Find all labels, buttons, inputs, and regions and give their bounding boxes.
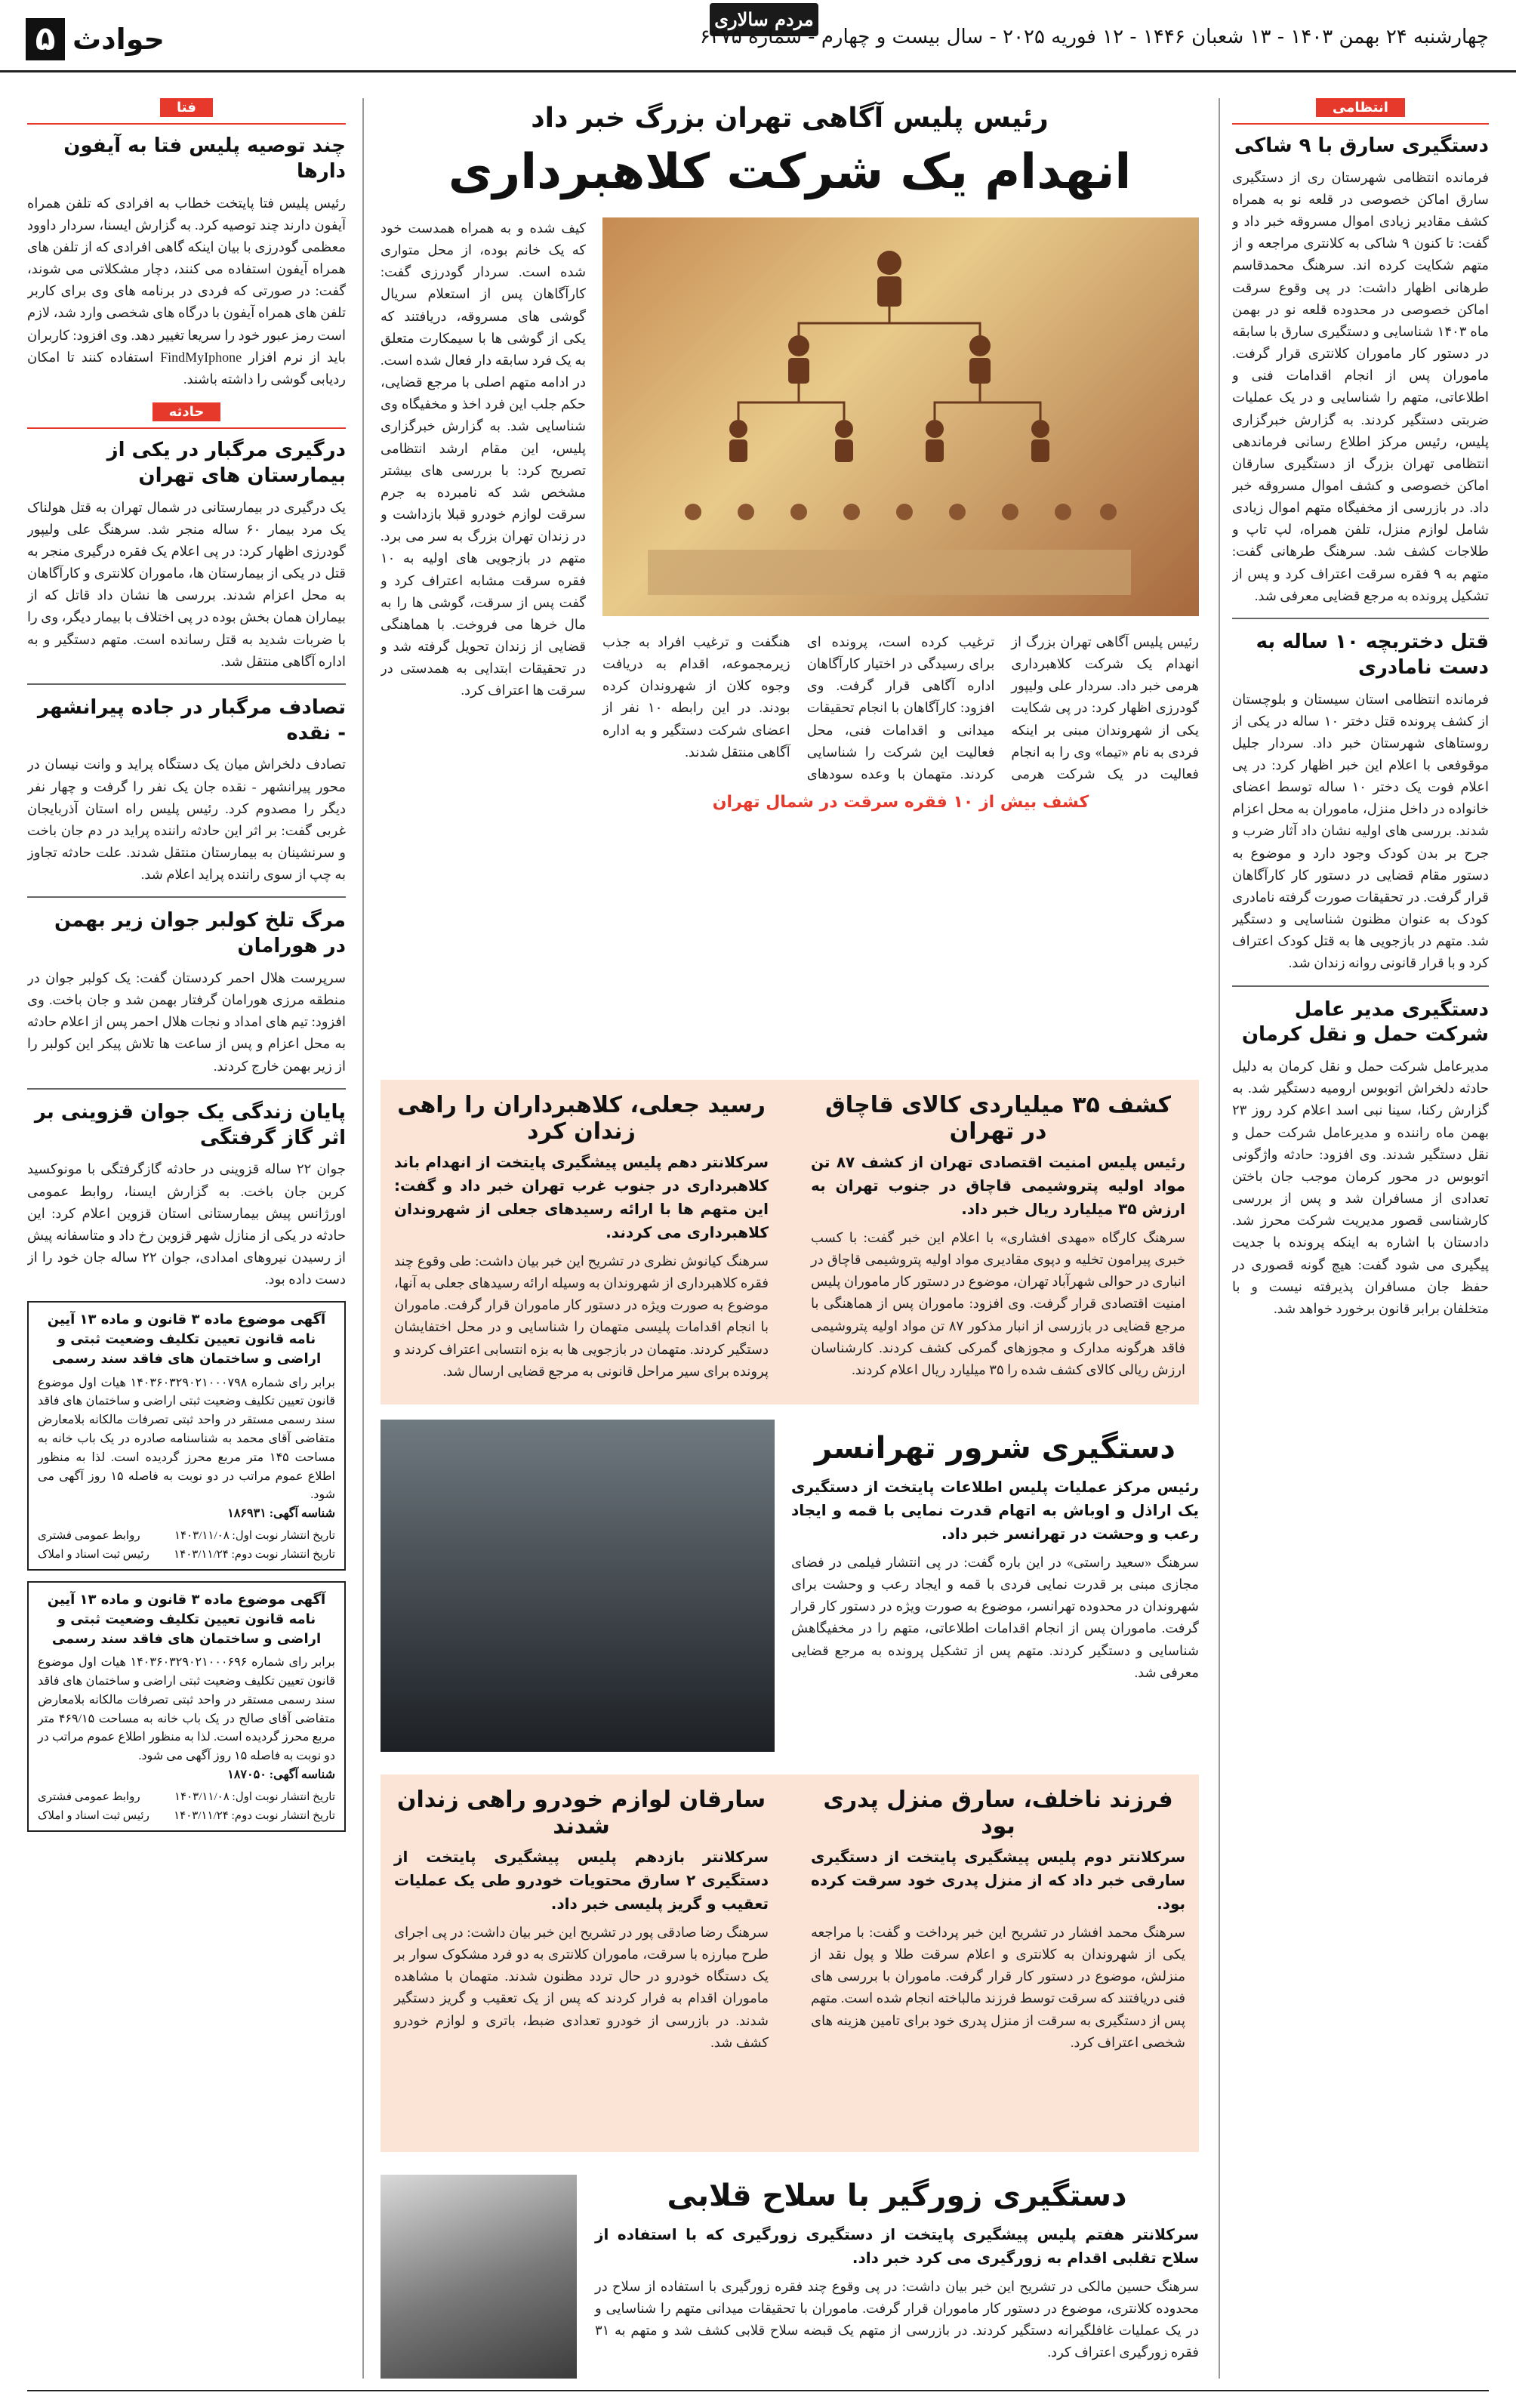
article-body: سرهنگ محمد افشار در تشریح این خبر پرداخت و گفت: با مراجعه یکی از شهروندان به کلانتری و اعلام سرقت طلا و پول نقد از منزلش، موضوع در دستور کار قرار گرفت. ماموران با بررسی های فنی دریافتند که سرقت توسط فرزند مالباخته انجام شده است. متهم پس از دستگیری به سرقت از منزل پدری خود برای تامین هزینه های شخصی اعتراف کرد. xyxy=(811,1925,1185,2050)
notice-date: تاریخ انتشار نوبت اول: ۱۴۰۳/۱۱/۰۸ xyxy=(174,1529,335,1542)
article-title: مرگ تلخ کولبر جوان زیر بهمن در هورامان xyxy=(54,909,346,958)
article-title: دستگیری مدیر عامل شرکت حمل و نقل کرمان xyxy=(1241,997,1489,1047)
notice-date: تاریخ انتشار نوبت دوم: ۱۴۰۳/۱۱/۲۴ xyxy=(174,1809,335,1822)
article-body: رئیس پلیس آگاهی تهران بزرگ از انهدام یک شرکت کلاهبرداری هرمی خبر داد. سردار علی ولیپور گودرزی اظهار کرد: در پی شکایت یکی از شهروندان مبنی بر اینکه فردی به نام «تیما» وی را به انجام فعالیت در یک شرکت هرمی ترغیب کرده است، پرونده ای برای رسیدگی در اختیار کارآگاهان اداره آگاهی قرار گرفت. وی افزود: کارآگاهان با انجام تحقیقات میدانی و اقدامات فنی، محل فعالیت این شرکت را شناسایی کردند. متهمان با وعده سودهای هنگفت و ترغیب افراد به جذب زیرمجموعه، اقدام به دریافت وجوه کلان از شهروندان کرده بودند. در این رابطه ۱۰ نفر از اعضای شرکت دستگیر و به اداره آگاهی منتقل شدند. xyxy=(602,634,1199,782)
article-body: سرهنگ حسین مالکی در تشریح این خبر بیان داشت: در پی وقوع چند فقره زورگیری با استفاده از سلاح در محدوده کلانتری، موضوع در دستور کار ماموران قرار گرفت. ماموران با تحقیقات میدانی متهم را شناسایی و در یک عملیات غافلگیرانه دستگیر کردند. در بازرسی از متهم یک قبضه سلاح قلابی کشف شد و متهم به ۳۱ فقره زورگیری اعتراف کرد. xyxy=(595,2279,1199,2360)
article-body-continued: کیف شده و به همراه همدست خود که یک خانم بوده، از محل متواری شده است. سردار گودرزی گفت: کارآگاهان پس از استعلام سریال گوشی های مسروقه، دریافتند که یکی از گوشی ها با سیمکارت متعلق به یک فرد سابقه دار فعال شده است. در ادامه متهم اصلی با مرجع قضایی، حکم جلب این فرد اخذ و مخفیگاه وی شناسایی شد. به گزارش خبرگزاری پلیس، این مقام ارشد انتظامی تصریح کرد: با بررسی های بیشتر مشخص شد که نامبرده به جرم سرقت لوازم خودرو قبلا بازداشت و در زندان تهران بزرگ به سر می برد. متهم در بازجویی های اولیه به ۱۰ فقره سرقت مشابه اعتراف کرد و گفت پس از سرقت، گوشی ها را به مال خرها می فروخت. با هماهنگی قضایی از زندان تحویل گرفته شد و در تحقیقات ابتدایی به همدستی در سرقت ها اعتراف کرد. xyxy=(381,220,586,698)
article-box xyxy=(797,1080,1199,1404)
article-body: فرمانده انتظامی شهرستان ری از دستگیری سارق اماکن خصوصی در قلعه نو به همراه کشف مقادیر زیادی اموال مسروقه خبر داد و گفت: تا کنون ۹ شاکی به کلانتری مراجعه و از متهم شکایت کرده اند. سرهنگ محمدقاسم طرهانی اظهار داشت: در پی وقوع سرقت اماکن خصوصی در محدوده قلعه نو در بهمن ماه ۱۴۰۳ شناسایی و دستگیری سارق با سابقه در دستور کار ماموران کلانتری قرار گرفت. ماموران پس از انجام اقدامات فنی و اطلاعاتی، متهم را شناسایی و در یک عملیات ضربتی دستگیر کردند. به گزارش خبرگزاری پلیس، رئیس مرکز اطلاع رسانی فرماندهی انتظامی تهران بزرگ از دستگیری سارقان اماکن خصوصی و کشف اموال مسروقه خبر داد. در بازرسی از مخفیگاه متهم اموال زیادی شامل لوازم منزل، تلفن همراه، لپ تاپ و طلاجات کشف شد. سرهنگ طرهانی گفت: متهم به ۹ فقره سرقت اعتراف کرد و پس از تشکیل پرونده به مرجع قضایی معرفی شد. xyxy=(1232,169,1489,603)
article-body: فرمانده انتظامی استان سیستان و بلوچستان از کشف پرونده قتل دختر ۱۰ ساله در یکی از روستاهای شهرستان خبر داد. سردار جلیل موقوفعی با اعلام این خبر اظهار کرد: در پی اعلام فوت یک دختر ۱۰ ساله توسط اعضای خانواده در داخل منزل، ماموران به محل اعزام شدند. بررسی های اولیه نشان داد آثار ضرب و جرح بر بدن کودک وجود دارد و موضوع به دستور مقام قضایی در دستور کار کارآگاهان قرار گرفت. در تحقیقات صورت گرفته نامادری کودک به عنوان مظنون شناسایی و دستگیر شد. متهم در بازجویی ها به قتل کودک اعتراف کرد و با قرار قانونی روانه زندان شد. xyxy=(1232,691,1489,971)
pull-quote: کشف بیش از ۱۰ فقره سرقت در شمال تهران xyxy=(712,793,1089,812)
article-lead: سرکلانتر دوم پلیس پیشگیری پایتخت از دستگیری سارقی خبر داد که از منزل پدری خود سرقت کرده بود. xyxy=(811,1848,1185,1913)
notice-signer: روابط عمومی فشتری xyxy=(38,1790,140,1803)
section-tag: فتا xyxy=(160,98,213,117)
article xyxy=(27,908,346,1077)
page-number: ۵ xyxy=(26,18,65,60)
article-body: رئیس پلیس فتا پایتخت خطاب به افرادی که تلفن همراه آیفون دارند چند توصیه کرد. به گزارش ایسنا، سردار داوود معظمی گودرزی با بیان اینکه گاهی افرادی که از تلفن های همراه آیفون استفاده می کنند، دچار مشکلاتی می شوند، گفت: در صورتی که فردی در برنامه های وی برای کاربر تلفن های همراه آیفون با درگاه های شخصی وارد شد، لازم است رمز عبور خود را سریعا تغییر دهد. وی افزود: کاربران باید از نرم افزار FindMyIphone استفاده کنند تا امکان ردیابی گوشی را داشته باشند. xyxy=(27,195,346,387)
article xyxy=(1232,997,1489,1320)
article-title: پایان زندگی یک جوان قزوینی بر اثر گاز گرفتگی xyxy=(34,1100,346,1149)
article-lead: سرکلانتر دهم پلیس پیشگیری پایتخت از انهدام باند کلاهبرداری در جنوب غرب تهران خبر داد و گفت: این متهم ها با ارائه رسیدهای جعلی از شهروندان کلاهبرداری می کردند. xyxy=(394,1153,769,1241)
article-title: دستگیری سارق با ۹ شاکی xyxy=(1234,134,1489,157)
article-title: چند توصیه پلیس فتا به آیفون دارها xyxy=(63,134,346,183)
article-box xyxy=(797,1774,1199,2152)
gun-photo xyxy=(381,2175,577,2379)
main-headline: انهدام یک شرکت کلاهبرداری xyxy=(448,144,1132,200)
article-title: کشف ۳۵ میلیاردی کالای قاچاق در تهران xyxy=(824,1092,1171,1145)
main-column xyxy=(381,98,1199,2379)
hero-photo xyxy=(602,217,1199,616)
article-title: سارقان لوازم خودرو راهی زندان شدند xyxy=(396,1787,766,1839)
legal-notice xyxy=(27,1581,346,1832)
article xyxy=(27,695,346,886)
section-title: حوادث xyxy=(72,23,165,56)
article-body: سرپرست هلال احمر کردستان گفت: یک کولبر جوان در منطقه مرزی هورامان گرفتار بهمن شد و جان باخت. وی افزود: تیم های امداد و نجات هلال احمر پس از اعلام حادثه به محل اعزام و پس از ساعت ها تلاش پیکر این کولبر را از زیر بهمن خارج کردند. xyxy=(27,970,346,1074)
column-divider xyxy=(1219,98,1220,2379)
article-title: دستگیری زورگیر با سلاح قلابی xyxy=(667,2178,1127,2213)
article-lead: رئیس پلیس امنیت اقتصادی تهران از کشف ۸۷ تن مواد اولیه پتروشیمی قاچاق در جنوب تهران به ارزش ۳۵ میلیارد ریال خبر داد. xyxy=(811,1153,1185,1218)
notice-title: آگهی موضوع ماده ۳ قانون و ماده ۱۳ آیین نامه قانون تعیین تکلیف وضعیت ثبتی و اراضی و ساختمان های فاقد سند رسمی xyxy=(47,1312,326,1367)
article-body: سرهنگ کیانوش نظری در تشریح این خبر بیان داشت: طی وقوع چند فقره کلاهبرداری از شهروندان به وسیله ارائه رسیدهای جعلی به آنها، موضوع به صورت ویژه در دستور کار ماموران قرار گرفت. ماموران با انجام اقدامات پلیسی متهمان را شناسایی و در محل اختفایشان دستگیر کردند. متهمان در بازجویی ها به بزه انتسابی اعتراف کردند و پرونده برای سیر مراحل قانونی به مرجع قضایی ارسال شد. xyxy=(394,1253,769,1379)
notice-id: شناسه آگهی: ۱۸۶۹۳۱ xyxy=(227,1507,335,1521)
article-lead: سرکلانتر بازدهم پلیس پیشگیری پایتخت از دستگیری ۲ سارق محتویات خودرو طی یک عملیات تعقیب و گریز پلیسی خبر داد. xyxy=(394,1848,769,1913)
boxed-row xyxy=(381,1774,1199,2152)
article-title: رسید جعلی، کلاهبرداران را راهی زندان کرد xyxy=(397,1092,766,1145)
footer-rule xyxy=(27,2390,1489,2391)
article xyxy=(1232,630,1489,975)
article-title: قتل دختربچه ۱۰ ساله به دست نامادری xyxy=(1256,630,1489,679)
article xyxy=(27,1100,346,1291)
lead-article xyxy=(602,631,1199,1069)
article xyxy=(1232,134,1489,607)
legal-notice xyxy=(27,1301,346,1571)
notice-title: آگهی موضوع ماده ۳ قانون و ماده ۱۳ آیین نامه قانون تعیین تکلیف وضعیت ثبتی و اراضی و ساختمان های فاقد سند رسمی xyxy=(47,1591,326,1648)
article xyxy=(791,1420,1199,1759)
article-lead: سرکلانتر هفتم پلیس پیشگیری پایتخت از دستگیری زورگیری که با استفاده از سلاح تقلبی اقدام به زورگیری می کرد خبر داد. xyxy=(595,2225,1199,2267)
masthead xyxy=(0,0,1516,72)
notice-date: تاریخ انتشار نوبت اول: ۱۴۰۳/۱۱/۰۸ xyxy=(174,1790,335,1803)
section-tag: انتظامی xyxy=(1316,98,1405,117)
notice-body: برابر رای شماره ۱۴۰۳۶۰۳۲۹۰۲۱۰۰۰۷۹۸ هیات اول موضوع قانون تعیین تکلیف وضعیت ثبتی اراضی و ساختمان های فاقد سند رسمی مستقر در واحد ثبتی تصرفات مالکانه بلامعارض متقاضی آقای محمد به شناسنامه صادره در یک باب خانه به مساحت ۱۴۵ متر مربع محرز گردیده است. لذا به منظور اطلاع عموم مراتب در دو نوبت به فاصله ۱۵ روز آگهی می شود. xyxy=(38,1376,336,1502)
dateline: چهارشنبه ۲۴ بهمن ۱۴۰۳ - ۱۳ شعبان ۱۴۴۶ - ۱۲ فوریه ۲۰۲۵ - سال بیست و چهارم - شماره ۶۴۷۵ xyxy=(699,26,1489,48)
article-title: تصادف مرگبار در جاده پیرانشهر - نقده xyxy=(37,695,346,745)
article-body: تصادف دلخراش میان یک دستگاه پراید و وانت نیسان در محور پیرانشهر - نقده جان یک نفر را گرفت و چهار نفر دیگر را مصدوم کرد. رئیس پلیس راه استان آذربایجان غربی گفت: بر اثر این حادثه راننده پراید در دم جان باخت و سرنشینان به بیمارستان منتقل شدند. علت حادثه تجاوز به چپ از سوی راننده پراید اعلام شد. xyxy=(27,757,346,883)
article-title: درگیری مرگبار در یکی از بیمارستان های تهران xyxy=(106,439,346,487)
notice-signer: روابط عمومی فشتری xyxy=(38,1529,140,1542)
article-box xyxy=(381,1774,782,2152)
boxed-row xyxy=(381,1080,1199,1404)
article xyxy=(27,134,346,390)
notice-id: شناسه آگهی: ۱۸۷۰۵۰ xyxy=(227,1768,335,1781)
article-body: یک درگیری در بیمارستانی در شمال تهران به قتل هولناک یک مرد بیمار ۶۰ ساله منجر شد. سرهنگ علی ولیپور گودرزی اظهار کرد: در پی اعلام یک فقره درگیری منجر به قتل در یکی از بیمارستان ها، ماموران کلانتری و کارآگاهان به محل اعزام شدند. بررسی ها نشان داد قاتل که از بیماران همان بخش بوده در پی اختلاف با بیمار دیگر، وی را با ضربات شدید به قتل رسانده است. متهم دستگیر و به اداره آگاهی منتقل شد. xyxy=(27,499,346,669)
article-title: دستگیری شرور تهرانسر xyxy=(815,1431,1176,1466)
article-box xyxy=(381,1080,782,1404)
headline-kicker: رئیس پلیس آگاهی تهران بزرگ خبر داد xyxy=(531,103,1049,134)
handcuffed-suspect-photo xyxy=(381,1420,775,1752)
right-column xyxy=(1232,98,1489,2379)
article-title: فرزند ناخلف، سارق منزل پدری بود xyxy=(823,1787,1173,1839)
notice-office: رئیس ثبت اسناد و املاک xyxy=(38,1809,149,1822)
article-body: مدیرعامل شرکت حمل و نقل کرمان به دلیل حادثه دلخراش اتوبوس ارومیه دستگیر شد. به گزارش رکنا، سینا نبی اسد اعلام کرد روز ۲۳ بهمن ماه راننده و مدیرعامل شرکت حمل و نقل دستگیر شدند. وی افزود: حادثه واژگونی اتوبوس در محور کرمان موجب جان باختن تعدادی از مسافران شد و پس از بررسی کارشناسی قصور مدیریت شرکت محرز شد. دادستان با اشاره به اینکه پرونده با جدیت پیگیری می شود گفت: هیچ گونه قصوری در حفظ جان مسافران پذیرفته نیست و با متخلفان برابر قانون برخورد خواهد شد. xyxy=(1232,1059,1489,1316)
notice-body: برابر رای شماره ۱۴۰۳۶۰۳۲۹۰۲۱۰۰۰۶۹۶ هیات اول موضوع قانون تعیین تکلیف وضعیت ثبتی اراضی و ساختمان های فاقد سند رسمی مستقر در واحد ثبتی تصرفات مالکانه بلامعارض متقاضی آقای صالح در یک باب خانه به مساحت ۴۶۹/۱۵ متر مربع محرز گردیده است. لذا به منظور اطلاع عموم مراتب در دو نوبت به فاصله ۱۵ روز آگهی می شود. xyxy=(38,1656,336,1763)
section-tag: حادثه xyxy=(153,402,221,421)
newspaper-logo: مردم سالاری xyxy=(710,3,818,36)
article-body: سرهنگ «سعید راستی» در این باره گفت: در پی انتشار فیلمی در فضای مجازی مبنی بر قدرت نمایی فردی با قمه و ایجاد رعب و وحشت برای شهروندان در محدوده تهرانسر، موضوع به صورت ویژه در دستور کار قرار گرفت. ماموران پس از انجام اقدامات اطلاعاتی، متهم را در مخفیگاهش شناسایی و دستگیر کردند. متهم پس از تشکیل پرونده به مرجع قضایی معرفی شد. xyxy=(791,1555,1199,1680)
notice-date: تاریخ انتشار نوبت دوم: ۱۴۰۳/۱۱/۲۴ xyxy=(174,1548,335,1561)
notice-office: رئیس ثبت اسناد و املاک xyxy=(38,1548,149,1561)
article xyxy=(595,2167,1199,2379)
article-body: سرهنگ کارگاه «مهدی افشاری» با اعلام این خبر گفت: با کسب خبری پیرامون تخلیه و دپوی مقادیری مواد اولیه پتروشیمی قاچاق در انباری در حوالی شهرآباد تهران، موضوع در دستور کار ماموران پلیس امنیت اقتصادی قرار گرفت. وی افزود: ماموران پس از هماهنگی با مرجع قضایی در بازرسی از انبار مذکور ۸۷ تن مواد اولیه پتروشیمی فاقد هرگونه مدارک و مجوزهای گمرکی کشف کردند. کارشناسان ارزش ریالی کالای کشف شده را ۳۵ میلیارد ریال اعلام کردند. xyxy=(811,1230,1185,1377)
article-body: جوان ۲۲ ساله قزوینی در حادثه گازگرفتگی با مونوکسید کربن جان باخت. به گزارش ایسنا، روابط عمومی اورژانس پیش بیمارستانی استان قزوین اعلام کرد: این حادثه در یکی از منازل شهر قزوین رخ داد و متاسفانه پیش از رسیدن نیروهای امدادی، جوان ۲۲ ساله جان خود را از دست داده بود. xyxy=(27,1161,346,1287)
pyramid-scheme-illustration xyxy=(648,233,1131,595)
article xyxy=(27,438,346,673)
article-lead: رئیس مرکز عملیات پلیس اطلاعات پایتخت از دستگیری یک اراذل و اوباش به اتهام قدرت نمایی با قمه و ایجاد رعب و وحشت در تهرانسر خبر داد. xyxy=(791,1478,1199,1543)
column-divider xyxy=(362,98,364,2379)
left-column xyxy=(27,98,346,2379)
article-body: سرهنگ رضا صادقی پور در تشریح این خبر بیان داشت: در پی اجرای طرح مبارزه با سرقت، ماموران کلانتری به دو فرد مشکوک سوار بر یک دستگاه خودرو در حال تردد مظنون شدند. متهمان با مشاهده ماموران اقدام به فرار کردند که پس از یک تعقیب و گریز دستگیر شدند. در بازرسی از خودرو تعدادی ضبط، باتری و لوازم خودرو کشف شد. xyxy=(394,1925,769,2050)
